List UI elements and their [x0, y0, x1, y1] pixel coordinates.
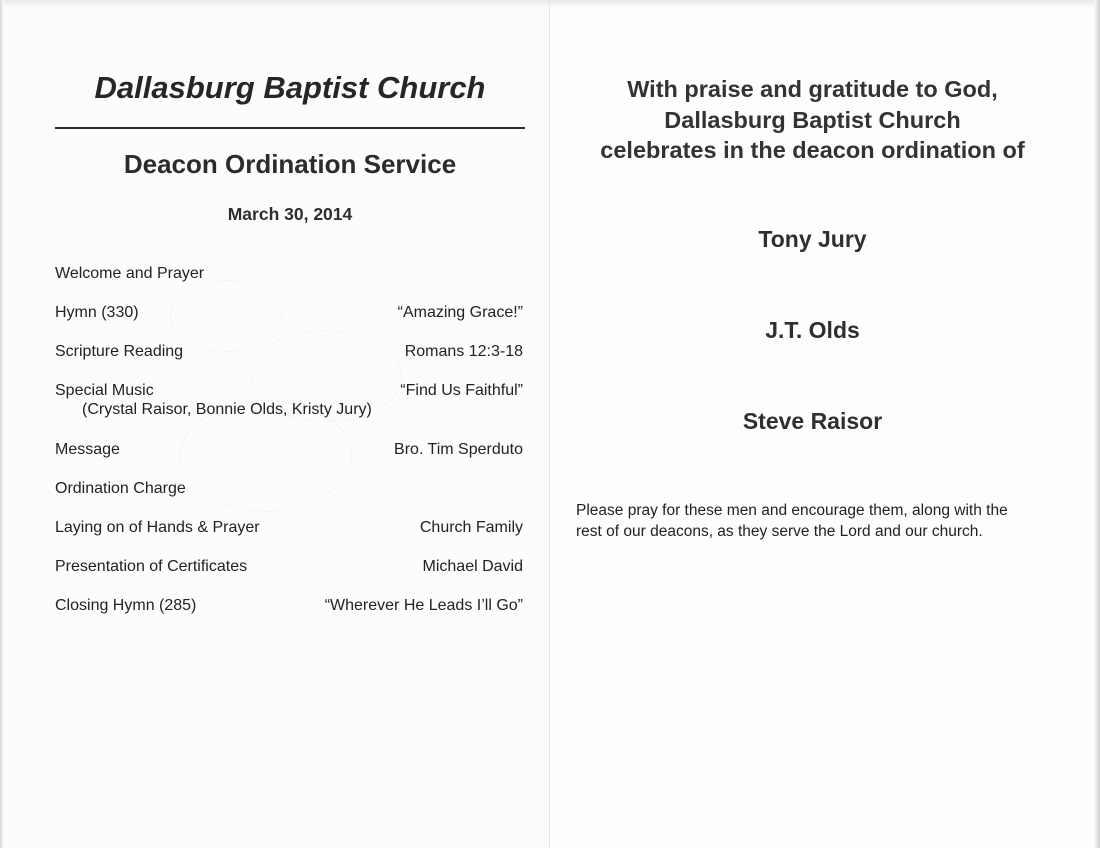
deacon-name: J.T. Olds [765, 317, 860, 343]
program-item-label: Laying on of Hands & Prayer [55, 519, 260, 536]
program-item-detail: “Amazing Grace!” [397, 304, 523, 321]
program-item-label: Welcome and Prayer [55, 265, 205, 282]
note-line: rest of our deacons, as they serve the Lord and our church. [576, 523, 983, 540]
program-item-detail: Bro. Tim Sperduto [394, 441, 523, 458]
program-item-detail: Romans 12:3-18 [404, 343, 523, 360]
program-item-label: Closing Hymn (285) [55, 597, 197, 614]
program-item-label: Message [55, 441, 120, 458]
paper-top-edge [0, 0, 1100, 8]
program-item-label: Hymn (330) [55, 304, 139, 321]
deacon-name: Steve Raisor [742, 408, 883, 434]
program-item-label: Presentation of Certificates [55, 558, 248, 575]
paper-right-edge [1094, 0, 1100, 848]
service-title: Deacon Ordination Service [123, 149, 457, 179]
center-fold [549, 0, 550, 848]
special-music-performers: (Crystal Raisor, Bonnie Olds, Kristy Jury) [82, 401, 372, 418]
program-row-certificates [55, 558, 523, 580]
service-date: March 30, 2014 [227, 204, 353, 224]
program-item-label: Scripture Reading [55, 343, 184, 360]
note-line: Please pray for these men and encourage them, along with the [576, 502, 1008, 519]
program-item-label: Ordination Charge [55, 480, 186, 497]
program-row-laying-on-hands [55, 519, 523, 541]
paper-left-edge [0, 0, 4, 848]
program-row-message [55, 441, 523, 463]
program-row-hymn [55, 304, 523, 326]
dedication-line: celebrates in the deacon ordination of [600, 137, 1025, 163]
church-name-heading: Dallasburg Baptist Church [94, 70, 486, 105]
title-divider [55, 127, 525, 129]
program-item-label: Special Music [55, 382, 154, 399]
program-item-detail: “Wherever He Leads I’ll Go” [324, 597, 523, 614]
prayer-request-note [576, 500, 1046, 542]
program-row-welcome [55, 265, 523, 287]
dedication-line: Dallasburg Baptist Church [664, 106, 961, 133]
program-item-detail: “Find Us Faithful” [400, 382, 523, 399]
program-row-scripture [55, 343, 523, 365]
deacon-name: Tony Jury [758, 226, 867, 252]
dedication-line: With praise and gratitude to God, [627, 76, 998, 102]
program-row-closing-hymn [55, 597, 523, 619]
program-row-ordination-charge [55, 480, 523, 502]
program-item-detail: Church Family [419, 519, 523, 536]
dedication-heading [575, 74, 1050, 166]
program-item-detail: Michael David [422, 558, 523, 575]
